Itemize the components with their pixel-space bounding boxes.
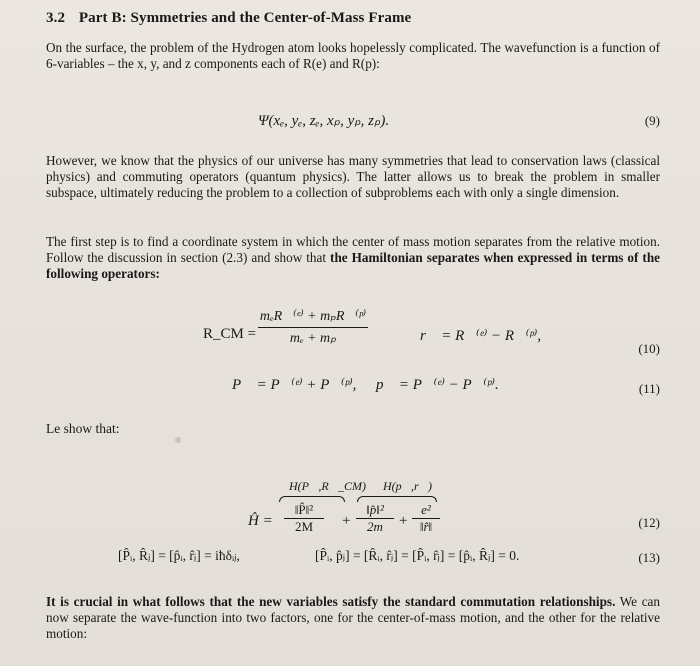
section-heading [46, 10, 411, 27]
equation-12-term-2 [356, 502, 394, 535]
section-number: 3.2 [46, 10, 66, 26]
equation-13-left: [P̂ᵢ, R̂ⱼ] = [p̂ᵢ, r̂ⱼ] = iħδᵢⱼ, [118, 548, 240, 563]
show-that-label: Le show that: [46, 421, 120, 436]
equation-12-plus-2: + [399, 513, 408, 529]
equation-12-brace-label-1: H(P⃗,R⃗_CM) [289, 479, 366, 493]
equation-11-right: p⃗ = P⃗⁽ᵉ⁾ − P⃗⁽ᵖ⁾. [376, 377, 499, 393]
equation-10-numerator: mₑR⃗⁽ᵉ⁾ + mₚR⃗⁽ᵖ⁾ [258, 308, 368, 328]
equation-10-lhs: R_CM = [203, 326, 257, 342]
paragraph-first-step [46, 234, 660, 282]
term-1-denominator: 2M [294, 519, 314, 534]
page-smudge [175, 437, 181, 443]
term-1-numerator: ‖P̂‖² [284, 502, 324, 519]
term-3-numerator: e² [412, 502, 440, 519]
equation-13-number: (13) [638, 550, 660, 565]
equation-10-fraction [258, 308, 368, 347]
commutation-bold: It is crucial in what follows that the new variables satisfy the standard commutation relationships. [46, 594, 616, 609]
equation-11-left: P⃗ = P⃗⁽ᵉ⁾ + P⃗⁽ᵖ⁾, [232, 377, 357, 393]
paragraph-symmetries: However, we know that the physics of our universe has many symmetries that lead to conservation laws (classical physics) and commuting operators (quantum physics). The latter allows us to break the problem in smaller subspace, ultimately reducing the problem to a collection of subproblems each with only a single dimension. [46, 153, 660, 200]
first-step-text: The first step is to find a coordinate system in which the center of mass motion separates from the relative motion. Follow the discussion in section (2.3) and show that [46, 234, 660, 265]
equation-12-term-3 [412, 502, 440, 535]
term-3-denominator: ‖r̂‖ [419, 519, 433, 534]
equation-9: Ψ(xₑ, yₑ, zₑ, xₚ, yₚ, zₚ). [258, 113, 390, 129]
equation-12-brace-label-2: H(p⃗,r⃗) [383, 479, 432, 493]
section-title: Part B: Symmetries and the Center-of-Mass Frame [78, 10, 412, 26]
rcm-symbol: R_CM [203, 326, 244, 342]
paragraph-intro: On the surface, the problem of the Hydrogen atom looks hopelessly complicated. The wavefunction is a function of 6-variables – the x, y, and z components each of R(e) and R(p): [46, 40, 660, 71]
equation-11-number: (11) [638, 381, 660, 396]
paragraph-commutation [46, 594, 660, 642]
equation-10-number: (10) [638, 341, 660, 356]
equation-12-number: (12) [638, 515, 660, 530]
first-step-bold: the Hamiltonian separates when expressed in terms of the following operators: [46, 250, 661, 281]
term-2-denominator: 2m [367, 519, 383, 534]
equation-13-right: [P̂ᵢ, p̂ⱼ] = [R̂ᵢ, r̂ⱼ] = [P̂ᵢ, r̂ⱼ] = [p̂ᵢ, R̂ⱼ] = 0. [315, 548, 520, 563]
equation-12-plus-1: + [342, 513, 351, 529]
term-2-numerator: ‖p̂‖² [356, 502, 394, 519]
equation-10-rhs: r⃗ = R⃗⁽ᵉ⁾ − R⃗⁽ᵖ⁾, [420, 328, 542, 344]
equation-12-term-1 [284, 502, 324, 535]
equation-10-denominator: mₑ + mₚ [289, 331, 337, 346]
equation-9-number: (9) [644, 113, 660, 128]
equation-12-lhs: Ĥ = [248, 513, 273, 529]
commutation-text: We can now separate the wave-function into two factors, one for the center-of-mass motion, and the other for the relative motion: [46, 594, 660, 641]
